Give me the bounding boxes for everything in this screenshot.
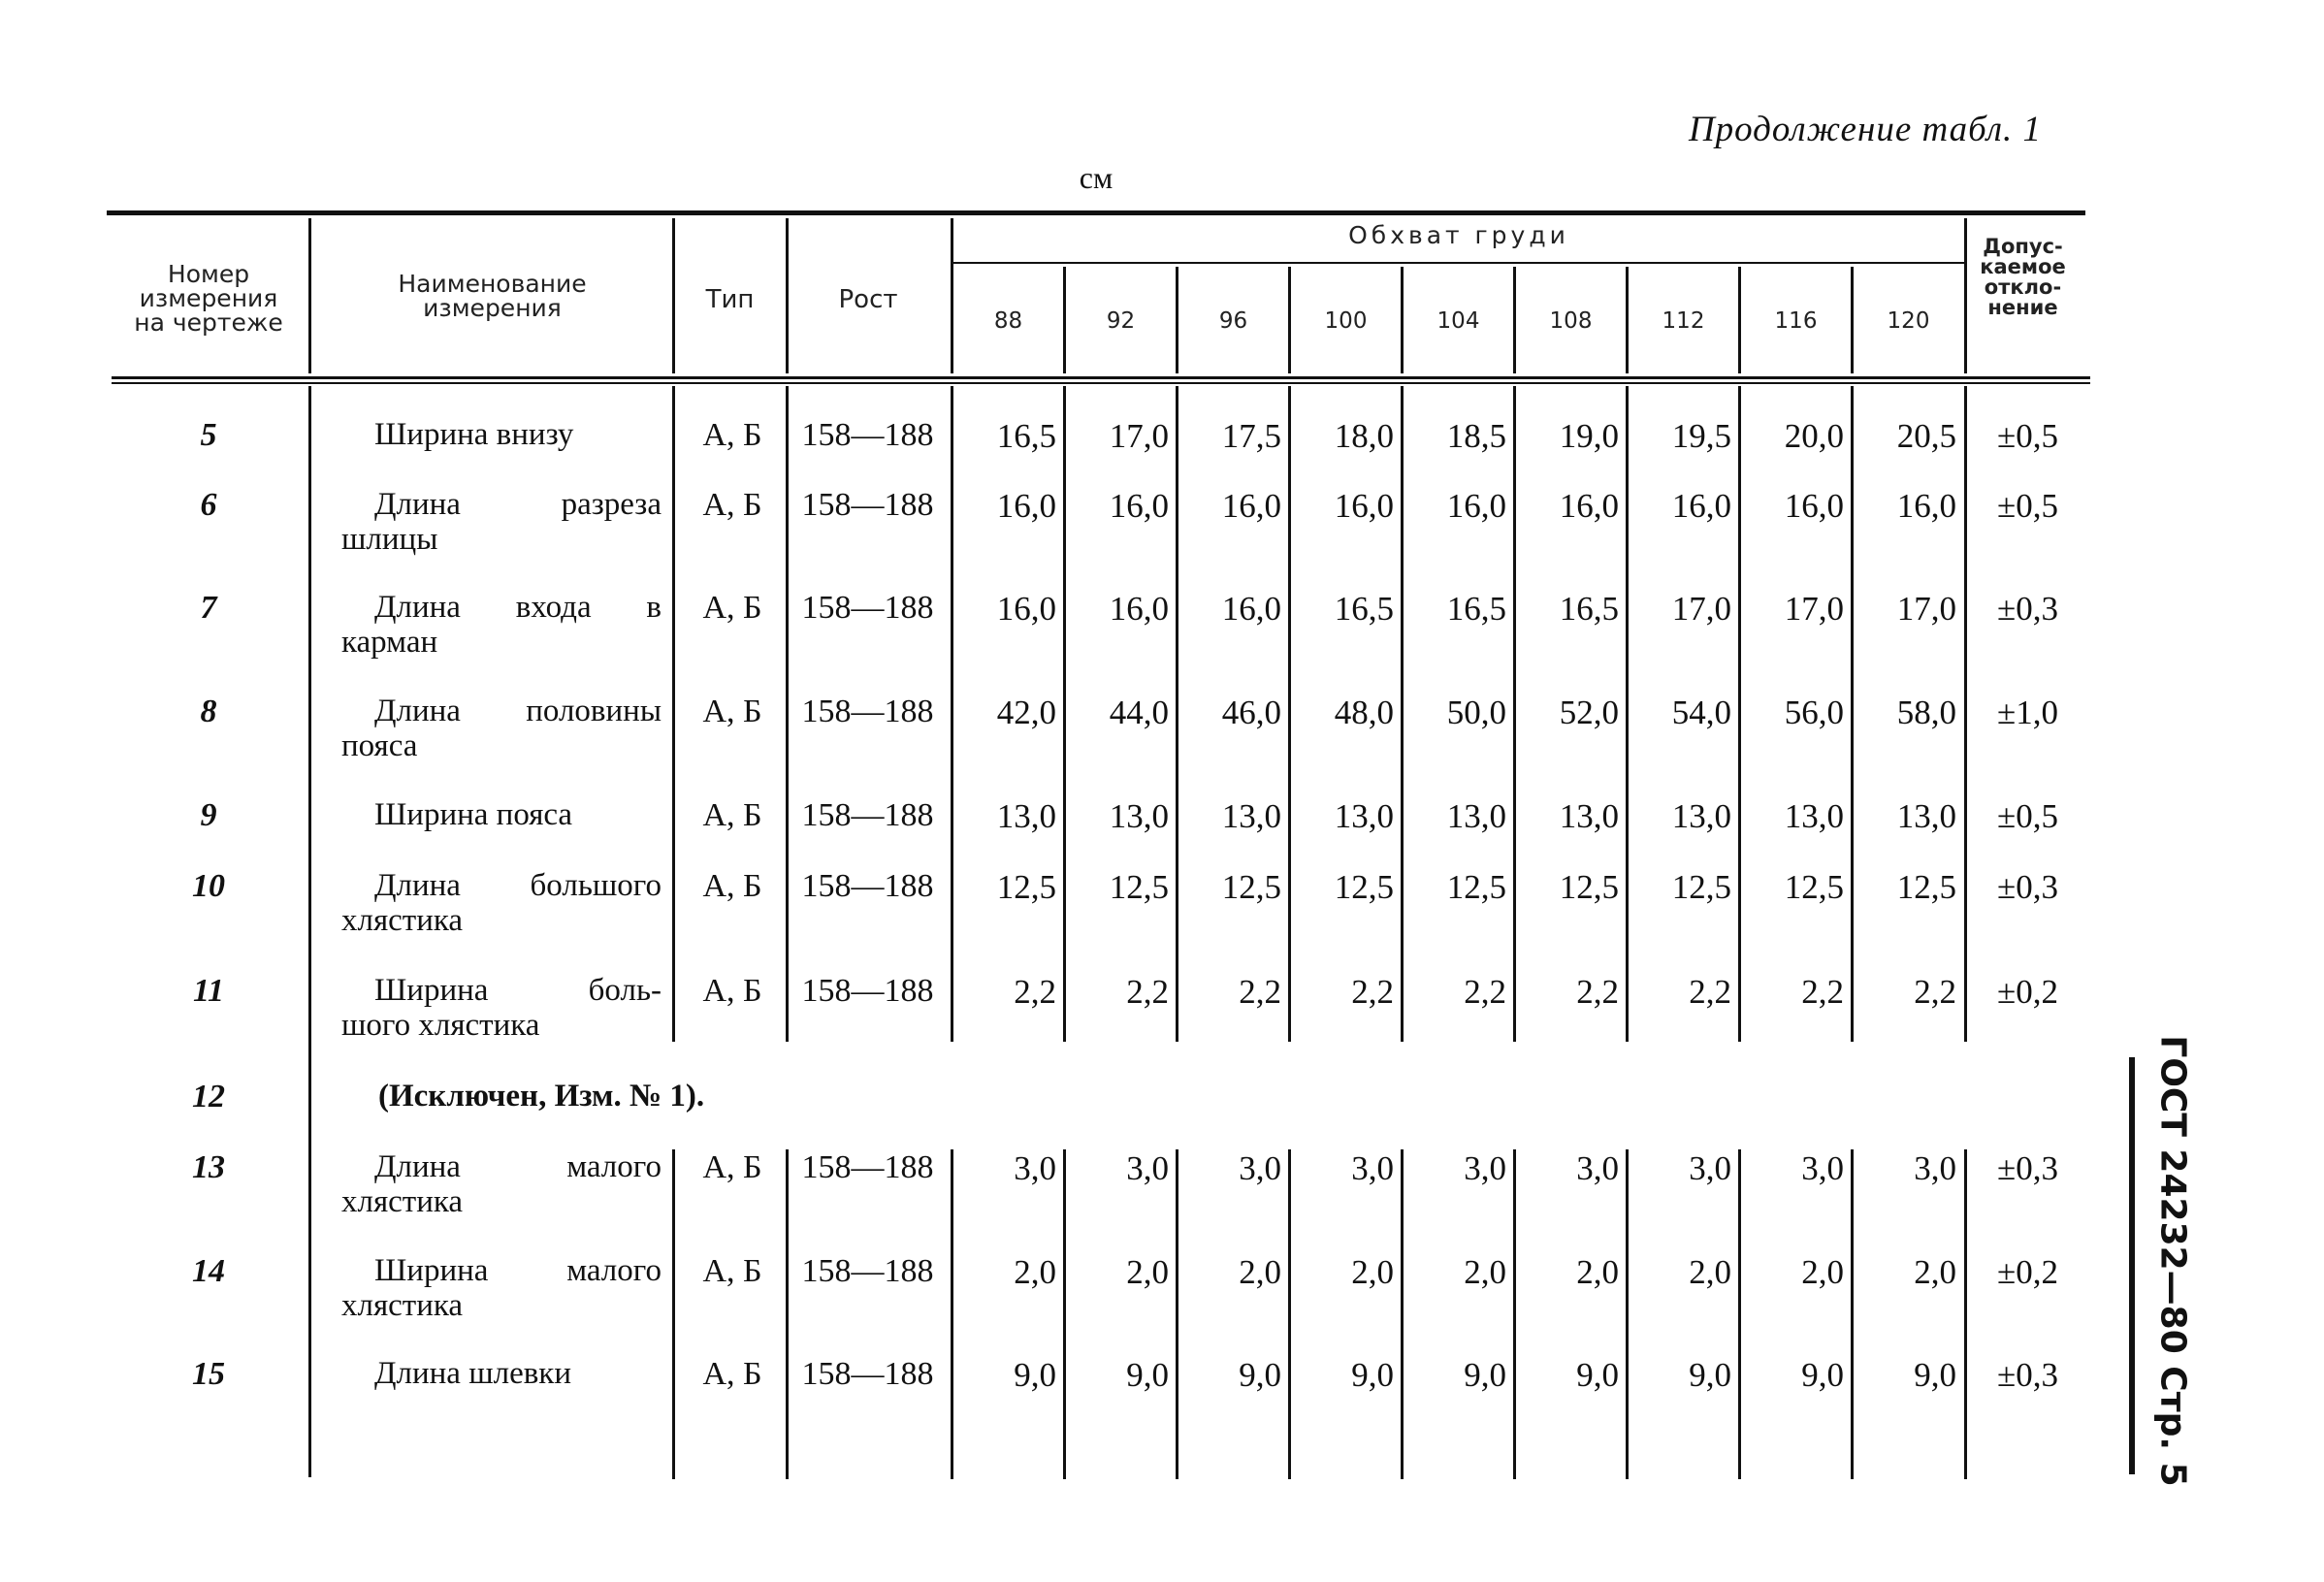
row-number: 14 <box>192 1253 225 1289</box>
value-cell: 19,5 <box>1671 417 1731 455</box>
height-cell: 158—188 <box>801 868 934 904</box>
body-sep <box>1288 1149 1291 1479</box>
body-sep <box>308 386 311 1477</box>
body-sep <box>1401 1149 1404 1479</box>
value-cell: 16,5 <box>1334 590 1394 628</box>
value-cell: 3,0 <box>1464 1149 1506 1187</box>
measurement-name-line: Ширина пояса <box>374 797 573 832</box>
row-number: 5 <box>200 417 217 453</box>
row-number: 10 <box>192 868 225 904</box>
value-cell: 16,0 <box>1896 487 1956 525</box>
tolerance-cell: ±0,3 <box>1997 1356 2058 1394</box>
height-cell: 158—188 <box>801 1253 934 1289</box>
measurement-name-line: пояса <box>341 728 418 763</box>
value-cell: 16,0 <box>1671 487 1731 525</box>
type-cell: А, Б <box>702 973 762 1009</box>
header-height: Рост <box>838 285 898 314</box>
measurement-name <box>341 1356 662 1391</box>
body-sep <box>1063 1149 1066 1479</box>
measurement-name <box>341 797 662 832</box>
row-number: 13 <box>192 1149 225 1185</box>
type-cell: А, Б <box>702 868 762 904</box>
row-number: 12 <box>192 1079 225 1114</box>
tolerance-cell: ±1,0 <box>1997 694 2058 731</box>
type-cell: А, Б <box>702 1149 762 1185</box>
value-cell: 13,0 <box>1109 797 1169 835</box>
value-cell: 2,0 <box>1914 1253 1956 1291</box>
value-cell: 9,0 <box>1576 1356 1619 1394</box>
header-size: 96 <box>1218 308 1248 334</box>
tolerance-cell: ±0,5 <box>1997 487 2058 525</box>
table-top-rule <box>107 210 2085 215</box>
value-cell: 9,0 <box>1351 1356 1394 1394</box>
value-cell: 2,2 <box>1914 973 1956 1011</box>
type-cell: А, Б <box>702 797 762 833</box>
value-cell: 13,0 <box>1896 797 1956 835</box>
measurement-name <box>341 868 662 938</box>
value-cell: 12,5 <box>1221 868 1281 906</box>
value-cell: 56,0 <box>1784 694 1844 731</box>
measurement-name-line: Длина шлевки <box>374 1356 571 1391</box>
value-cell: 9,0 <box>1914 1356 1956 1394</box>
tolerance-cell: ±0,2 <box>1997 973 2058 1011</box>
value-cell: 16,0 <box>1559 487 1619 525</box>
measurement-name-line: карман <box>341 625 438 660</box>
value-cell: 3,0 <box>1014 1149 1056 1187</box>
row-number: 9 <box>200 797 217 833</box>
value-cell: 52,0 <box>1559 694 1619 731</box>
excluded-note: (Исключен, Изм. № 1). <box>378 1079 705 1114</box>
value-cell: 2,0 <box>1576 1253 1619 1291</box>
value-cell: 12,5 <box>1446 868 1506 906</box>
header-bottom-rule-2 <box>112 382 2090 384</box>
value-cell: 54,0 <box>1671 694 1731 731</box>
row-number: 6 <box>200 487 217 523</box>
side-label: ГОСТ 24232—80 Стр. 5 <box>2152 1035 2193 1487</box>
height-cell: 158—188 <box>801 487 934 523</box>
body-sep <box>672 386 675 1042</box>
measurement-name-line: хлястика <box>341 1184 464 1219</box>
value-cell: 3,0 <box>1126 1149 1169 1187</box>
tolerance-cell: ±0,2 <box>1997 1253 2058 1291</box>
header-bottom-rule <box>112 376 2090 379</box>
value-cell: 46,0 <box>1221 694 1281 731</box>
row-number: 8 <box>200 694 217 729</box>
header-size: 92 <box>1106 308 1136 334</box>
value-cell: 3,0 <box>1576 1149 1619 1187</box>
value-cell: 13,0 <box>1446 797 1506 835</box>
body-sep <box>1176 1149 1178 1479</box>
header-size: 108 <box>1549 308 1593 334</box>
body-sep <box>1851 1149 1854 1479</box>
value-cell: 3,0 <box>1914 1149 1956 1187</box>
measurement-name-line: Ширина боль- <box>374 973 662 1008</box>
height-cell: 158—188 <box>801 1149 934 1185</box>
value-cell: 17,0 <box>1896 590 1956 628</box>
value-cell: 2,0 <box>1239 1253 1281 1291</box>
value-cell: 12,5 <box>996 868 1056 906</box>
value-cell: 17,0 <box>1671 590 1731 628</box>
value-cell: 2,2 <box>1014 973 1056 1011</box>
value-cell: 9,0 <box>1239 1356 1281 1394</box>
tolerance-cell: ±0,3 <box>1997 590 2058 628</box>
value-cell: 13,0 <box>1334 797 1394 835</box>
value-cell: 2,0 <box>1801 1253 1844 1291</box>
header-size: 116 <box>1774 308 1818 334</box>
header-tolerance: Допус- каемое откло- нение <box>1980 235 2066 319</box>
tolerance-cell: ±0,5 <box>1997 417 2058 455</box>
value-cell: 2,0 <box>1126 1253 1169 1291</box>
value-cell: 2,2 <box>1689 973 1731 1011</box>
height-cell: 158—188 <box>801 1356 934 1392</box>
value-cell: 18,5 <box>1446 417 1506 455</box>
value-cell: 9,0 <box>1464 1356 1506 1394</box>
value-cell: 19,0 <box>1559 417 1619 455</box>
value-cell: 20,5 <box>1896 417 1956 455</box>
header-size: 88 <box>993 308 1023 334</box>
measurement-name-line: шого хлястика <box>341 1008 540 1043</box>
value-cell: 17,0 <box>1784 590 1844 628</box>
value-cell: 48,0 <box>1334 694 1394 731</box>
chest-header-rule <box>953 262 1964 264</box>
measurement-name-line: Длина входа в <box>374 590 662 625</box>
value-cell: 16,0 <box>1221 590 1281 628</box>
value-cell: 12,5 <box>1559 868 1619 906</box>
height-cell: 158—188 <box>801 797 934 833</box>
value-cell: 2,2 <box>1126 973 1169 1011</box>
measurement-name-line: Ширина малого <box>374 1253 662 1288</box>
value-cell: 9,0 <box>1014 1356 1056 1394</box>
header-chest: Обхват груди <box>1348 221 1569 249</box>
body-sep <box>1626 1149 1629 1479</box>
value-cell: 58,0 <box>1896 694 1956 731</box>
measurement-name-line: Длина малого <box>374 1149 662 1184</box>
header-size: 120 <box>1887 308 1930 334</box>
type-cell: А, Б <box>702 1253 762 1289</box>
value-cell: 16,0 <box>1334 487 1394 525</box>
value-cell: 12,5 <box>1334 868 1394 906</box>
measurement-name-line: хлястика <box>341 903 464 938</box>
row-number: 11 <box>192 973 225 1009</box>
value-cell: 2,0 <box>1689 1253 1731 1291</box>
value-cell: 2,2 <box>1576 973 1619 1011</box>
value-cell: 16,0 <box>996 590 1056 628</box>
measurement-name <box>341 1149 662 1219</box>
value-cell: 16,5 <box>1446 590 1506 628</box>
value-cell: 13,0 <box>1559 797 1619 835</box>
body-sep <box>786 1149 789 1479</box>
body-sep <box>1513 1149 1516 1479</box>
value-cell: 16,0 <box>1109 487 1169 525</box>
height-cell: 158—188 <box>801 973 934 1009</box>
value-cell: 13,0 <box>1671 797 1731 835</box>
value-cell: 44,0 <box>1109 694 1169 731</box>
value-cell: 13,0 <box>1221 797 1281 835</box>
measurement-name <box>341 487 662 557</box>
value-cell: 16,5 <box>996 417 1056 455</box>
value-cell: 2,0 <box>1014 1253 1056 1291</box>
header-number: Номер измерения на чертеже <box>134 260 283 337</box>
value-cell: 17,0 <box>1109 417 1169 455</box>
value-cell: 2,2 <box>1464 973 1506 1011</box>
value-cell: 12,5 <box>1896 868 1956 906</box>
value-cell: 12,5 <box>1784 868 1844 906</box>
row-number: 15 <box>192 1356 225 1392</box>
height-cell: 158—188 <box>801 417 934 453</box>
type-cell: А, Б <box>702 590 762 626</box>
body-sep <box>672 1149 675 1479</box>
header-size: 112 <box>1662 308 1705 334</box>
measurement-name-line: Длина большого <box>374 868 662 903</box>
tolerance-cell: ±0,3 <box>1997 1149 2058 1187</box>
tolerance-cell: ±0,3 <box>1997 868 2058 906</box>
value-cell: 9,0 <box>1126 1356 1169 1394</box>
header-size: 100 <box>1324 308 1368 334</box>
value-cell: 17,5 <box>1221 417 1281 455</box>
measurement-name-line: Длина разреза <box>374 487 662 522</box>
value-cell: 42,0 <box>996 694 1056 731</box>
type-cell: А, Б <box>702 694 762 729</box>
value-cell: 16,0 <box>996 487 1056 525</box>
type-cell: А, Б <box>702 417 762 453</box>
value-cell: 16,5 <box>1559 590 1619 628</box>
body-sep <box>1964 1149 1967 1479</box>
continuation-caption: Продолжение табл. 1 <box>1688 110 2042 149</box>
measurement-name-line: шлицы <box>341 522 438 557</box>
header-name: Наименование измерения <box>398 270 587 322</box>
type-cell: А, Б <box>702 1356 762 1392</box>
value-cell: 18,0 <box>1334 417 1394 455</box>
value-cell: 2,0 <box>1351 1253 1394 1291</box>
value-cell: 16,0 <box>1221 487 1281 525</box>
measurement-name <box>341 417 662 452</box>
height-cell: 158—188 <box>801 590 934 626</box>
value-cell: 50,0 <box>1446 694 1506 731</box>
header-type: Тип <box>705 285 755 314</box>
measurement-name-line: Длина половины <box>374 694 662 728</box>
value-cell: 16,0 <box>1784 487 1844 525</box>
unit-label: см <box>1079 160 1114 195</box>
value-cell: 3,0 <box>1351 1149 1394 1187</box>
measurement-name <box>341 590 662 660</box>
value-cell: 9,0 <box>1801 1356 1844 1394</box>
value-cell: 13,0 <box>996 797 1056 835</box>
value-cell: 2,0 <box>1464 1253 1506 1291</box>
measurement-name <box>341 694 662 763</box>
row-number: 7 <box>200 590 217 626</box>
measurement-name <box>341 973 662 1043</box>
value-cell: 3,0 <box>1239 1149 1281 1187</box>
measurement-name-line: Ширина внизу <box>374 417 574 452</box>
body-sep <box>951 1149 953 1479</box>
value-cell: 16,0 <box>1109 590 1169 628</box>
value-cell: 12,5 <box>1671 868 1731 906</box>
value-cell: 3,0 <box>1689 1149 1731 1187</box>
body-sep <box>1738 1149 1741 1479</box>
value-cell: 16,0 <box>1446 487 1506 525</box>
side-rule <box>2129 1057 2135 1474</box>
tolerance-cell: ±0,5 <box>1997 797 2058 835</box>
value-cell: 2,2 <box>1351 973 1394 1011</box>
height-cell: 158—188 <box>801 694 934 729</box>
value-cell: 2,2 <box>1801 973 1844 1011</box>
measurement-name-line: хлястика <box>341 1288 464 1323</box>
type-cell: А, Б <box>702 487 762 523</box>
value-cell: 12,5 <box>1109 868 1169 906</box>
value-cell: 20,0 <box>1784 417 1844 455</box>
measurement-name <box>341 1253 662 1323</box>
value-cell: 2,2 <box>1239 973 1281 1011</box>
value-cell: 3,0 <box>1801 1149 1844 1187</box>
value-cell: 13,0 <box>1784 797 1844 835</box>
value-cell: 9,0 <box>1689 1356 1731 1394</box>
header-size: 104 <box>1436 308 1480 334</box>
